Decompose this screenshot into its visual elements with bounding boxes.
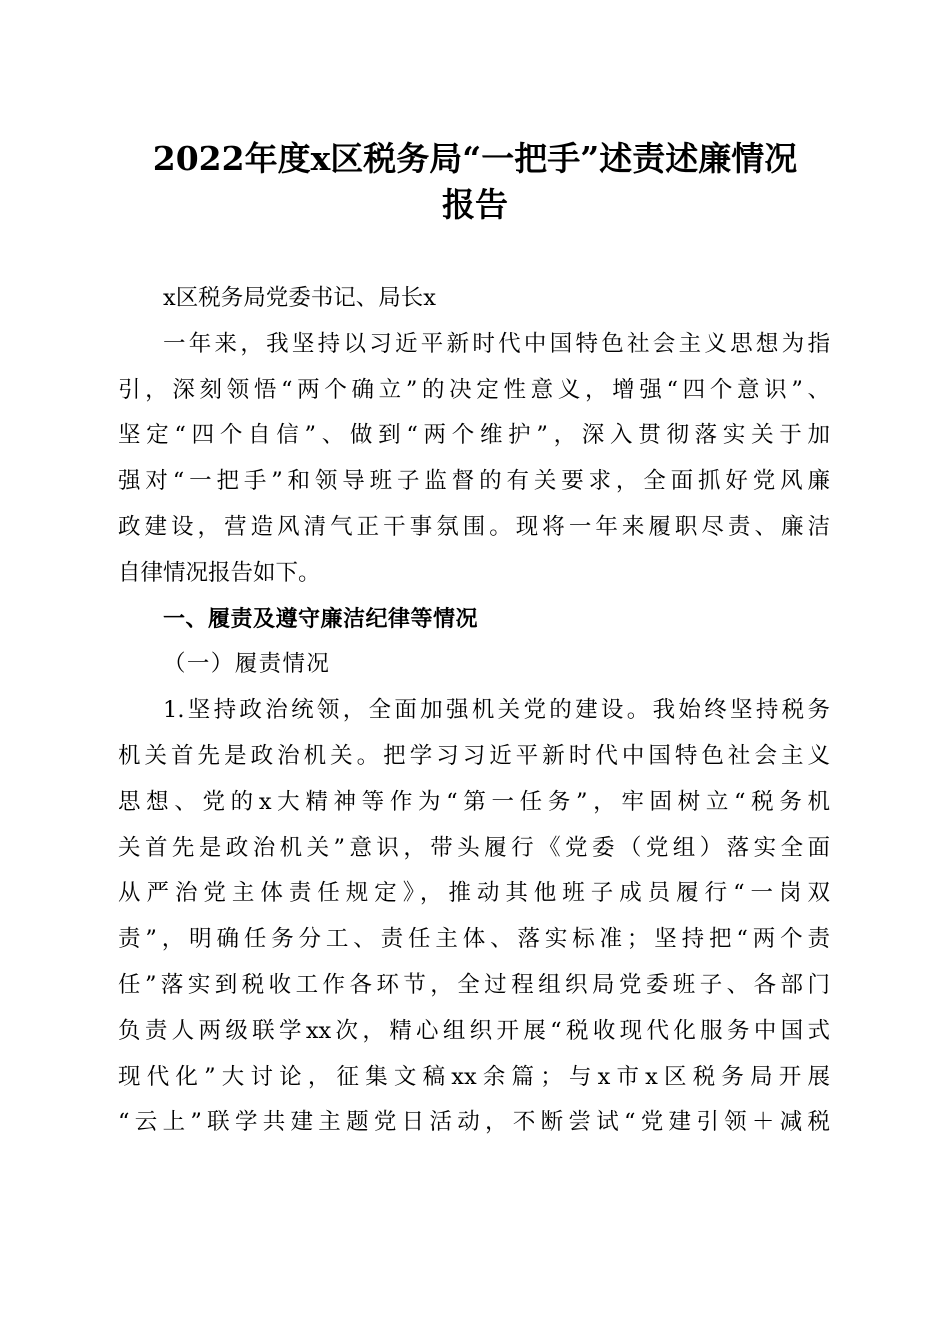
paragraph-line: 一年来，我坚持以习近平新时代中国特色社会主义思想为指 [163,330,830,357]
document-body [118,276,830,1146]
subsection-heading: （一）履责情况 [163,651,331,678]
title-line-2: 报告 [442,185,508,224]
paragraph-line: 机关首先是政治机关。把学习习近平新时代中国特色社会主义 [118,742,830,769]
paragraph-line: 坚定“四个自信”、做到“两个维护”，深入贯彻落实关于加 [118,422,830,449]
paragraph-line: 思想、党的x大精神等作为“第一任务”，牢固树立“税务机 [118,788,830,815]
paragraph-line: 从严治党主体责任规定》，推动其他班子成员履行“一岗双 [118,880,830,907]
item1-paragraph [118,688,830,1146]
document-title [60,136,890,228]
paragraph-line: 责”，明确任务分工、责任主体、落实标准；坚持把“两个责 [118,926,830,953]
intro-paragraph [118,322,830,597]
paragraph-line: 现代化”大讨论，征集文稿xx余篇；与x市x区税务局开展 [118,1063,830,1090]
paragraph-line: 引，深刻领悟“两个确立”的决定性意义，增强“四个意识”、 [118,376,830,403]
paragraph-line: 强对“一把手”和领导班子监督的有关要求，全面抓好党风廉 [118,468,830,495]
title-line-1: 2022年度x区税务局“一把手”述责述廉情况 [152,139,798,178]
section-heading: 一、履责及遵守廉洁纪律等情况 [163,606,479,632]
paragraph-line: 1.坚持政治统领，全面加强机关党的建设。我始终坚持税务 [163,697,830,724]
paragraph-line: 负责人两级联学xx次，精心组织开展“税收现代化服务中国式 [118,1017,830,1044]
paragraph-line: 自律情况报告如下。 [118,559,321,586]
paragraph-line: 政建设，营造风清气正干事氛围。现将一年来履职尽责、廉洁 [118,513,830,540]
author-line: x区税务局党委书记、局长x [163,285,436,311]
paragraph-line: 关首先是政治机关”意识，带头履行《党委（党组）落实全面 [118,834,830,861]
paragraph-line: “云上”联学共建主题党日活动，不断尝试“党建引领＋减税 [118,1109,830,1136]
paragraph-line: 任”落实到税收工作各环节，全过程组织局党委班子、各部门 [118,971,830,998]
